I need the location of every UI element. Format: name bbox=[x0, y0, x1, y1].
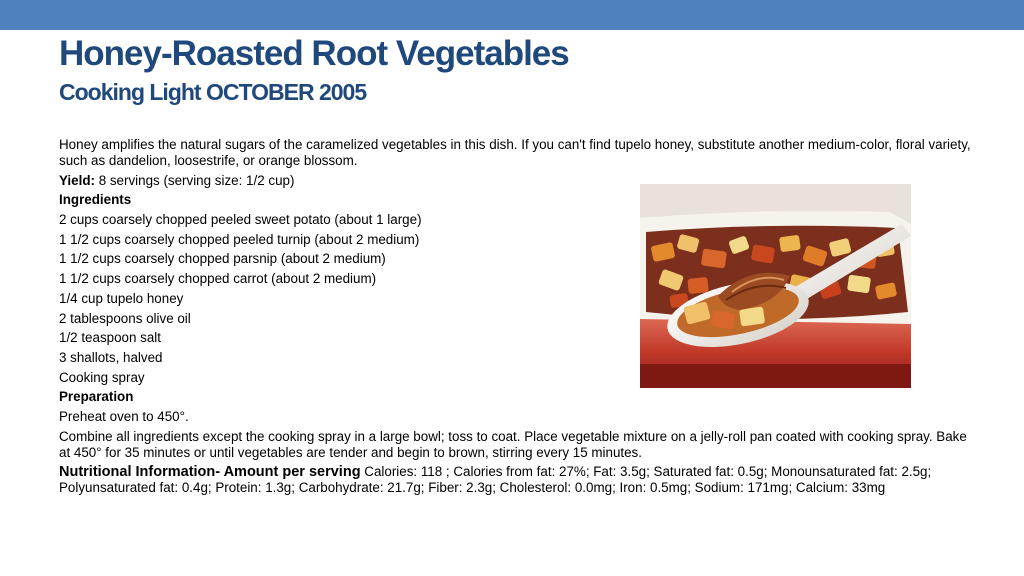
yield-label: Yield: bbox=[59, 172, 95, 188]
ingredients-heading: Ingredients bbox=[59, 192, 132, 208]
ingredient-item: 1/4 cup tupelo honey bbox=[59, 290, 184, 306]
intro-paragraph: Honey amplifies the natural sugars of the caramelized vegetables in this dish. If you can't find tupelo honey, substitute another medium-color, floral variety, such as dandelion, loosestrife, or orange blossom. bbox=[59, 137, 971, 168]
ingredient-item: Cooking spray bbox=[59, 369, 145, 385]
preparation-heading: Preparation bbox=[59, 389, 134, 405]
nutrition-label: Nutritional Information- Amount per serving bbox=[59, 464, 361, 481]
preparation-step: Combine all ingredients except the cooking spray in a large bowl; toss to coat. Place vegetable mixture on a jelly-roll pan coated with cooking spray. Bake at 450° for 35 minutes or until vegetables are tender and begin to brown, stirring every 15 minutes. bbox=[59, 428, 967, 460]
ingredient-item: 1 1/2 cups coarsely chopped carrot (about 2 medium) bbox=[59, 271, 377, 287]
ingredient-item: 3 shallots, halved bbox=[59, 349, 163, 365]
page-subtitle: Cooking Light OCTOBER 2005 bbox=[59, 79, 367, 105]
nutrition-text: Calories: 118 ; Calories from fat: 27%; Fat: 3.5g; Saturated fat: 0.5g; Monounsaturated fat: 2.5g; Polyunsaturated fat: 0.4g; Protein: 1.3g; Carbohydrate: 21.7g; Fiber: 2.3g; Cholesterol: 0.0mg; Iron: 0.5mg; Sodium: 171mg; Calcium: 33mg bbox=[59, 464, 932, 496]
ingredient-item: 2 cups coarsely chopped peeled sweet potato (about 1 large) bbox=[59, 212, 422, 228]
recipe-photo bbox=[640, 184, 911, 388]
preparation-step: Preheat oven to 450°. bbox=[59, 408, 189, 424]
nutrition-line bbox=[59, 464, 974, 496]
ingredient-item: 1 1/2 cups coarsely chopped peeled turnip (about 2 medium) bbox=[59, 231, 420, 247]
ingredient-item: 1/2 teaspoon salt bbox=[59, 330, 161, 346]
yield-value: 8 servings (serving size: 1/2 cup) bbox=[94, 172, 295, 188]
page-title: Honey-Roasted Root Vegetables bbox=[59, 34, 569, 73]
ingredient-item: 2 tablespoons olive oil bbox=[59, 310, 191, 326]
ingredient-item: 1 1/2 cups coarsely chopped parsnip (about 2 medium) bbox=[59, 251, 386, 267]
top-accent-bar bbox=[0, 0, 1024, 30]
